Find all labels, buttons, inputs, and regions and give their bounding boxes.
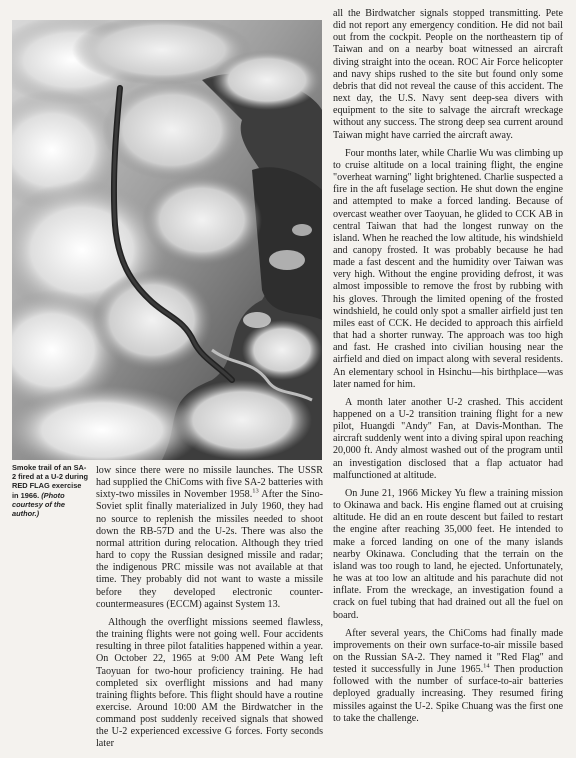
footnote-marker: 14: [483, 662, 490, 670]
paragraph: Four months later, while Charlie Wu was climbing up to cruise altitude on a local training flight, the engine "overheat warning" light brightened. Charlie suspected a fire in the aft fuselage section. He shut down the engine and attempted to make a forced landing. Because of overcast weather over Taoyuan, he glided to CCK AB in central Taiwan that had the longest runway on the island. When he reached the low altitude, his windshield and canopy frosted. It was probably because he had made a fast descent and the humidity over Taiwan was very high. Without the engine providing defrost, it was almost impossible to remove the frost by rubbing with his gloves. Through the limited opening of the frosted windshield, he could only spot a smaller airfield just ten miles east of CCK. He decided to approach this airfield that had a shorter runway. The approach was too high and fast. He crashed into civilian housing near the airfield and died on impact along with several residents. An elementary school in Hsinchu—his birthplace—was later named for him.: [333, 147, 563, 390]
paragraph: all the Birdwatcher signals stopped transmitting. Pete did not report any emergency condition. He did not bail out from the cockpit. People on the northeastern tip of Taiwan and on a nearby boat witnessed an aircraft diving straight into the ocean. ROC Air Force helicopter and navy ships rushed to the site but found only some debris that did not reveal the cause of this accident. The next day, the U.S. Navy sent deep-sea divers with equipment to the site to salvage the aircraft wreckage without any success. The strong deep sea current around Taiwan might have carried the aircraft away.: [333, 8, 563, 141]
paragraph: Although the overflight missions seemed flawless, the training flights were not going well. Four accidents resulting in three pilot fatalities happened within a year. On October 22, 1965 at 9:00 AM Pete Wang left Taoyuan for two-hour proficiency training. He had completed six overflight missions and had many training flights before. This flight should have a routine exercise. Around 10:00 AM the Birdwatcher in the command post suddenly received signals that showed the U-2 experienced excessive G forces. Forty seconds later: [96, 616, 323, 750]
caption-credit: (Photo courtesy of the author.): [12, 490, 65, 519]
paragraph: [333, 628, 563, 725]
paragraph: [96, 465, 323, 611]
left-text-column: [96, 465, 323, 751]
paragraph: A month later another U-2 crashed. This accident happened on a U-2 transition training flight for a new pilot, Huangdi "Andy" Fan, at Davis-Monthan. The aircraft suddenly went into a diving spiral upon reaching 20,000 ft. Andy almost washed out of the program until an investigation disclosed that a flap actuator had malfunctioned at altitude.: [333, 396, 563, 481]
footnote-marker: 13: [252, 487, 259, 495]
photo-caption: [12, 463, 88, 518]
caption-text: Smoke trail of an SA-2 fired at a U-2 during RED FLAG exercise in 1966.: [12, 463, 88, 500]
paragraph-text: After the Sino-Soviet split finally materialized in July 1960, they had no source to replenish the missiles needed to shoot down the RB-57D and the U-2s. There was also the normal attrition during relocation. Although they tried hard to copy the Russian designed missile and radar; the indigenous PRC missile was not available at that time. They probably did not want to waste a missile before they developed electronic counter-countermeasures (ECCM) against System 13.: [96, 489, 324, 610]
paragraph-text: After several years, the ChiComs had finally made improvements on their own surface-to-air missile based on the Russian SA-2. They named it "Red Flag" and tested it successfully in June 1965.: [333, 627, 563, 676]
missile-smoke-trail-photo: [12, 20, 322, 460]
photo-image: [12, 20, 322, 460]
right-text-column: [333, 8, 563, 725]
paragraph-text: Then production followed with the number of surface-to-air batteries deployed gradually increasing. They resumed firing missiles against the U-2. Spike Chuang was the first one to take the challenge.: [333, 664, 564, 724]
paragraph: On June 21, 1966 Mickey Yu flew a training mission to Okinawa and back. His engine flamed out at cruising altitude. He did an en route descent but failed to restart the engine after reaching 35,000 feet. He intended to make a forced landing on one of the many islands nearby Okinawa. Concluding that the terrain on the island was too rough to land, he ejected. Unfortunately, he was at too low an altitude and his parachute did not inflate. From the wreckage, an investigation found a crack on fuel tubing that had drained out all the fuel on board.: [333, 487, 563, 621]
paragraph-text: low since there were no missile launches. The USSR had supplied the ChiComs with five SA-2 batteries with sixty-two missiles in November 1958.: [96, 465, 323, 501]
